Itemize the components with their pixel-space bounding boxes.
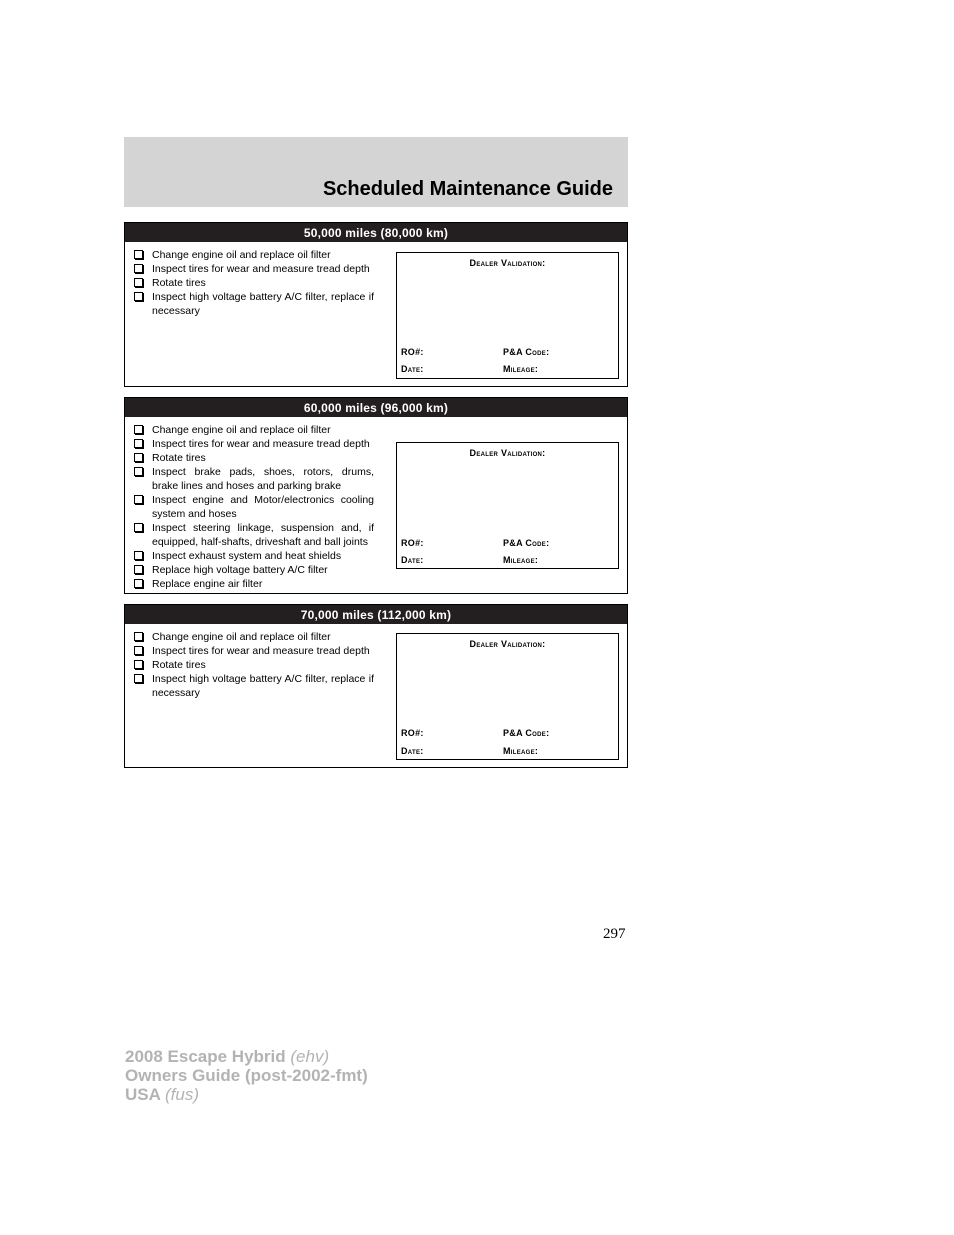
- section-title: 60,000 miles (96,000 km): [125, 398, 627, 417]
- page-number: 297: [603, 926, 626, 942]
- checkbox-icon[interactable]: [134, 565, 143, 574]
- header-band: [124, 137, 628, 207]
- date-label: Date:: [401, 364, 424, 374]
- pa-code-label: P&A Code:: [503, 538, 550, 548]
- checkbox-icon[interactable]: [134, 495, 143, 504]
- task-item: Rotate tires: [134, 658, 374, 672]
- dealer-validation-title: Dealer Validation:: [469, 258, 546, 268]
- dealer-validation-title: Dealer Validation:: [469, 639, 546, 649]
- footer-line-2: Owners Guide (post-2002-fmt): [125, 1066, 368, 1085]
- task-item: Inspect tires for wear and measure tread depth: [134, 437, 374, 451]
- checkbox-icon[interactable]: [134, 551, 143, 560]
- task-item: Inspect tires for wear and measure tread depth: [134, 262, 374, 276]
- task-item: Inspect steering linkage, suspension and, if equipped, half-shafts, driveshaft and ball joints: [134, 521, 374, 549]
- mileage-label: Mileage:: [503, 364, 539, 374]
- checkbox-icon[interactable]: [134, 250, 143, 259]
- section-title: 70,000 miles (112,000 km): [125, 605, 627, 624]
- date-label: Date:: [401, 746, 424, 756]
- checkbox-icon[interactable]: [134, 632, 143, 641]
- dealer-validation-title: Dealer Validation:: [469, 448, 546, 458]
- section-50000-miles: [124, 222, 628, 387]
- dealer-validation-box: [396, 252, 619, 379]
- ro-number-label: RO#:: [401, 728, 424, 738]
- checkbox-icon[interactable]: [134, 467, 143, 476]
- page-title: Scheduled Maintenance Guide: [322, 178, 613, 200]
- footer-line-1: 2008 Escape Hybrid (ehv): [125, 1047, 330, 1066]
- checkbox-icon[interactable]: [134, 674, 143, 683]
- task-item: Inspect high voltage battery A/C filter, replace if necessary: [134, 672, 374, 700]
- task-item: Rotate tires: [134, 451, 374, 465]
- task-item: Rotate tires: [134, 276, 374, 290]
- ro-number-label: RO#:: [401, 347, 424, 357]
- checkbox-icon[interactable]: [134, 579, 143, 588]
- task-item: Replace high voltage battery A/C filter: [134, 563, 374, 577]
- task-list: [134, 423, 374, 591]
- checkbox-icon[interactable]: [134, 660, 143, 669]
- task-item: Change engine oil and replace oil filter: [134, 630, 374, 644]
- checkbox-icon[interactable]: [134, 264, 143, 273]
- dealer-validation-box: [396, 633, 619, 760]
- footer: [125, 1047, 368, 1104]
- mileage-label: Mileage:: [503, 555, 539, 565]
- checkbox-icon[interactable]: [134, 523, 143, 532]
- pa-code-label: P&A Code:: [503, 728, 550, 738]
- task-item: Change engine oil and replace oil filter: [134, 423, 374, 437]
- checkbox-icon[interactable]: [134, 646, 143, 655]
- task-item: Change engine oil and replace oil filter: [134, 248, 374, 262]
- checkbox-icon[interactable]: [134, 278, 143, 287]
- section-60000-miles: [124, 397, 628, 594]
- task-list: [134, 248, 374, 318]
- task-item: Inspect exhaust system and heat shields: [134, 549, 374, 563]
- dealer-validation-box: [396, 442, 619, 569]
- mileage-label: Mileage:: [503, 746, 539, 756]
- checkbox-icon[interactable]: [134, 453, 143, 462]
- checkbox-icon[interactable]: [134, 425, 143, 434]
- section-title: 50,000 miles (80,000 km): [125, 223, 627, 242]
- section-70000-miles: [124, 604, 628, 768]
- task-item: Inspect engine and Motor/electronics cooling system and hoses: [134, 493, 374, 521]
- task-item: Inspect high voltage battery A/C filter, replace if necessary: [134, 290, 374, 318]
- task-item: Replace engine air filter: [134, 577, 374, 591]
- checkbox-icon[interactable]: [134, 292, 143, 301]
- pa-code-label: P&A Code:: [503, 347, 550, 357]
- task-item: Inspect tires for wear and measure tread depth: [134, 644, 374, 658]
- footer-line-3: USA (fus): [125, 1085, 199, 1104]
- task-item: Inspect brake pads, shoes, rotors, drums, brake lines and hoses and parking brake: [134, 465, 374, 493]
- date-label: Date:: [401, 555, 424, 565]
- checkbox-icon[interactable]: [134, 439, 143, 448]
- task-list: [134, 630, 374, 700]
- ro-number-label: RO#:: [401, 538, 424, 548]
